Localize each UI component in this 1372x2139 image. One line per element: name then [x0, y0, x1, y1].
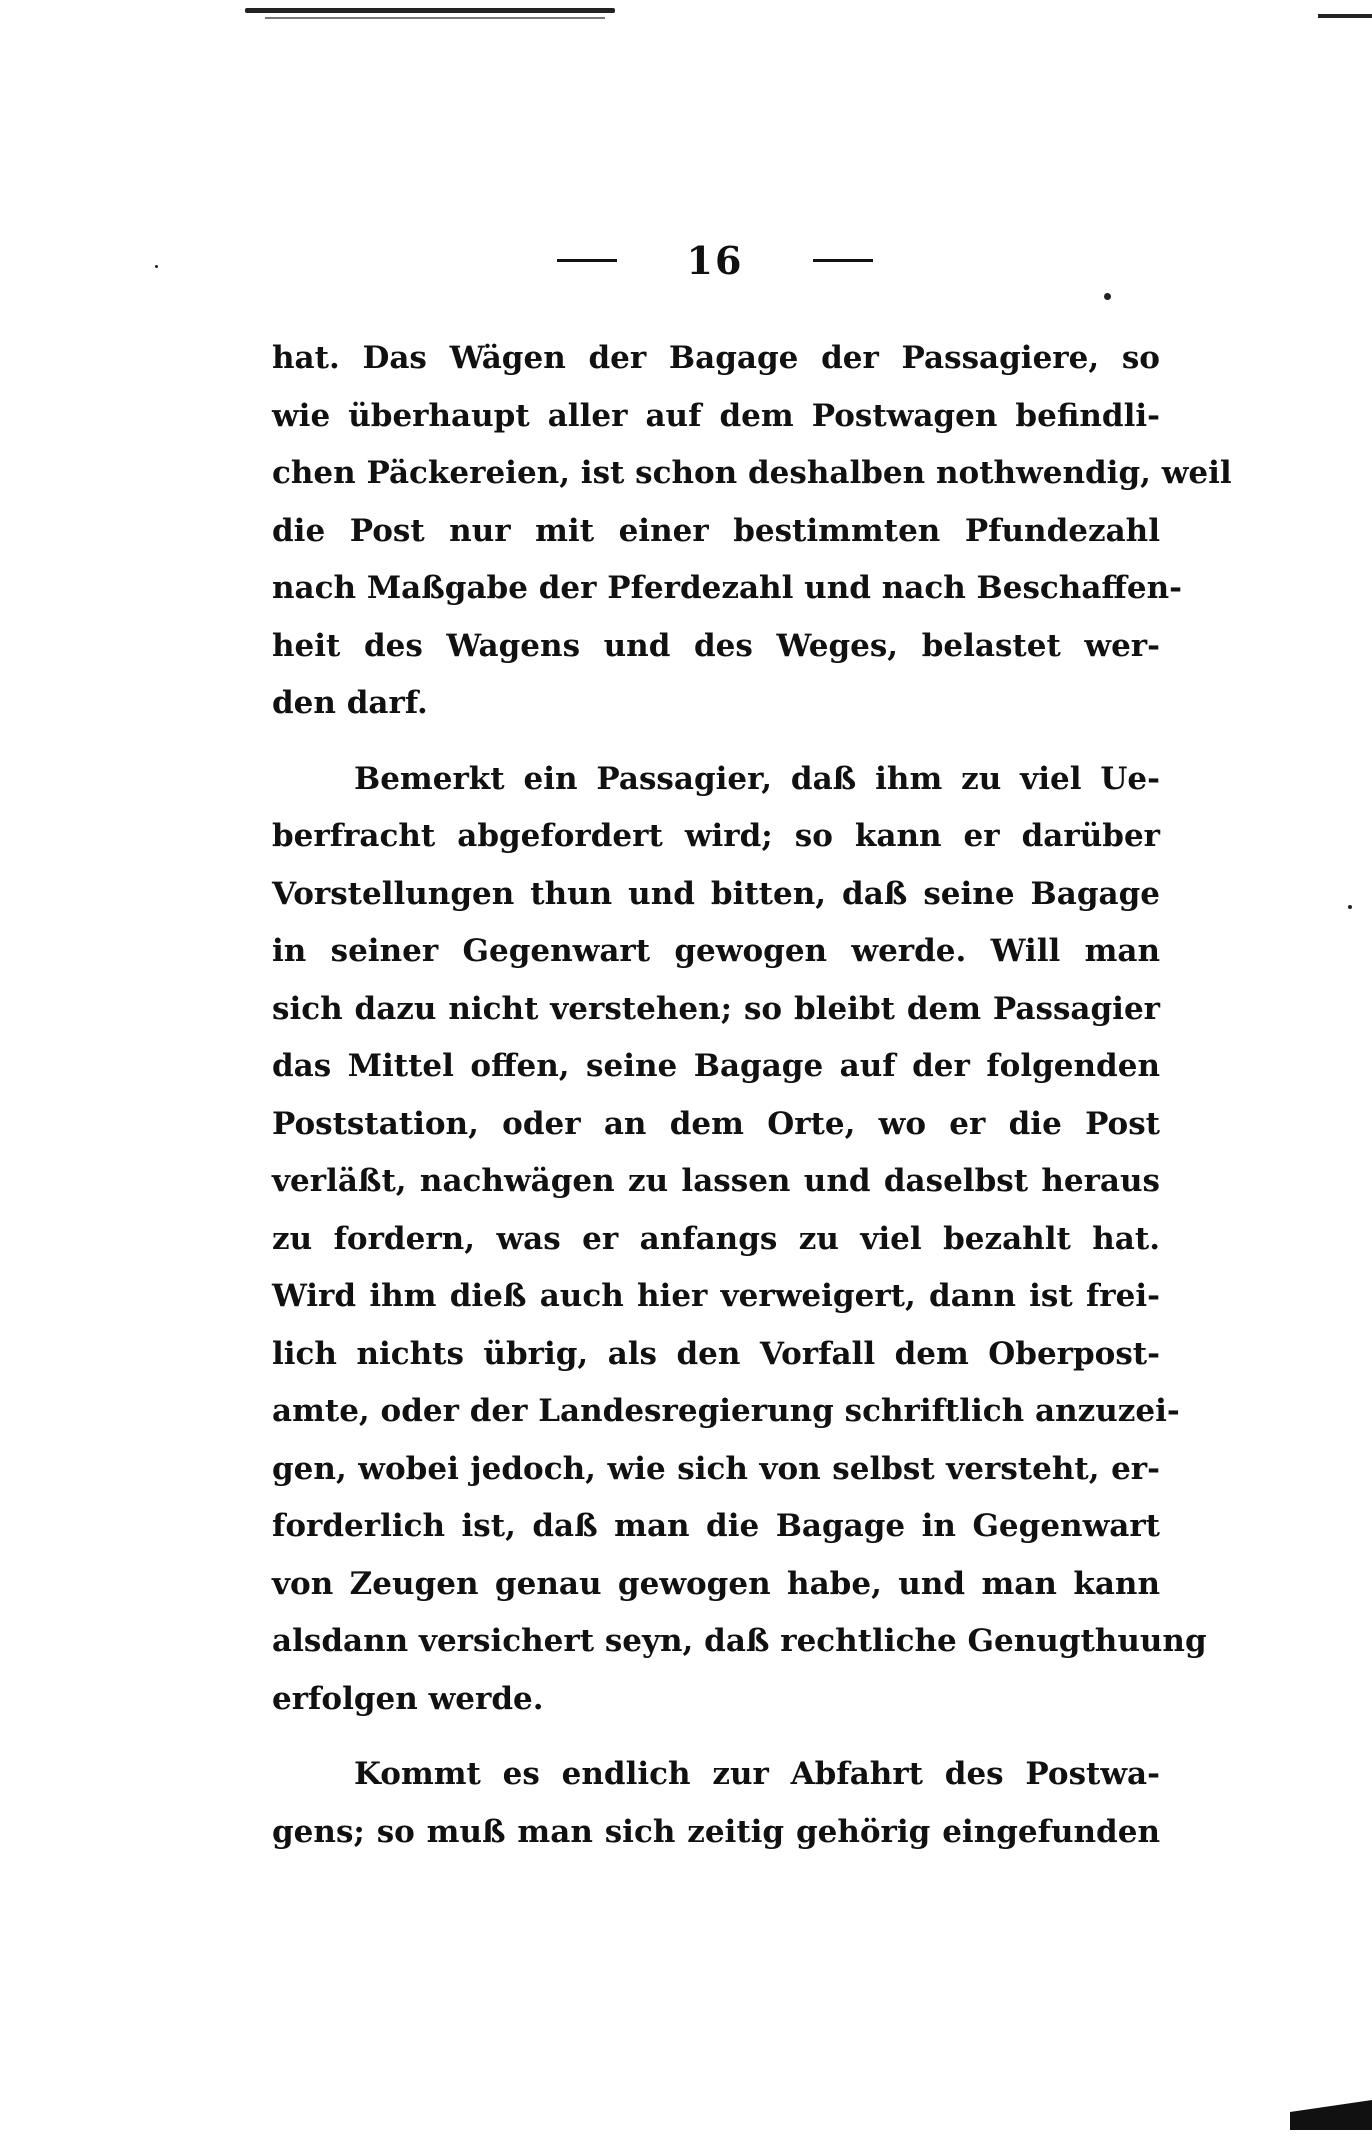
- text-line: berfracht abgefordert wird; so kann er darüber: [272, 818, 1160, 854]
- text-line: nach Maßgabe der Pferdezahl und nach Beschaffen-: [272, 570, 1182, 606]
- page-header: [270, 235, 1160, 285]
- text-line: Kommt es endlich zur Abfahrt des Postwa-: [354, 1756, 1160, 1792]
- text-line: zu fordern, was er anfangs zu viel bezahlt hat.: [272, 1220, 1160, 1257]
- scan-edge-line: [245, 8, 615, 13]
- scan-edge-mark-right: [1318, 14, 1372, 18]
- text-line: lich nichts übrig, als den Vorfall dem Oberpost-: [272, 1335, 1160, 1372]
- header-dash-right: [813, 259, 873, 262]
- text-line: amte, oder der Landesregierung schriftlich anzuzei-: [272, 1393, 1180, 1429]
- text-line: Poststation, oder an dem Orte, wo er die Post: [272, 1105, 1160, 1142]
- text-line: den darf.: [272, 685, 428, 721]
- text-line: heit des Wagens und des Weges, belastet wer-: [272, 627, 1160, 664]
- body-text: [272, 330, 1232, 1861]
- text-line: forderlich ist, daß man die Bagage in Gegenwart: [272, 1508, 1160, 1544]
- text-line: hat. Das Wägen der Bagage der Passagiere, so: [272, 340, 1160, 376]
- text-line: Vorstellungen thun und bitten, daß seine Bagage: [272, 875, 1160, 912]
- text-line: von Zeugen genau gewogen habe, und man kann: [272, 1565, 1160, 1602]
- text-line: erfolgen werde.: [272, 1680, 544, 1717]
- text-line: gens; so muß man sich zeitig gehörig eingefunden: [272, 1813, 1160, 1850]
- text-line: die Post nur mit einer bestimmten Pfundezahl: [272, 512, 1160, 549]
- text-line: Bemerkt ein Passagier, daß ihm zu viel Ue-: [354, 760, 1160, 797]
- text-line: verläßt, nachwägen zu lassen und daselbst heraus: [272, 1163, 1160, 1199]
- text-line: gen, wobei jedoch, wie sich von selbst versteht, er-: [272, 1450, 1160, 1487]
- paragraph-2: [272, 751, 1207, 1729]
- text-line: das Mittel offen, seine Bagage auf der folgenden: [272, 1048, 1160, 1084]
- text-line: chen Päckereien, ist schon deshalben nothwendig, weil: [272, 455, 1232, 491]
- paragraph-3: [272, 1746, 1160, 1861]
- ink-speck: [1348, 905, 1352, 909]
- scan-edge-line-faint: [265, 17, 605, 19]
- text-line: in seiner Gegenwart gewogen werde. Will man: [272, 933, 1160, 969]
- text-line: wie überhaupt aller auf dem Postwagen befindli-: [272, 397, 1160, 434]
- scan-edge-mark-bottom: [1290, 2100, 1372, 2130]
- text-line: Wird ihm dieß auch hier verweigert, dann ist frei-: [272, 1278, 1160, 1314]
- page-number: 16: [686, 237, 744, 283]
- header-dash-left: [557, 259, 617, 262]
- text-line: alsdann versichert seyn, daß rechtliche Genugthuung: [272, 1623, 1207, 1659]
- ink-speck: [1104, 293, 1111, 300]
- ink-speck: [155, 265, 158, 268]
- text-line: sich dazu nicht verstehen; so bleibt dem Passagier: [272, 990, 1160, 1027]
- paragraph-1: [272, 330, 1232, 733]
